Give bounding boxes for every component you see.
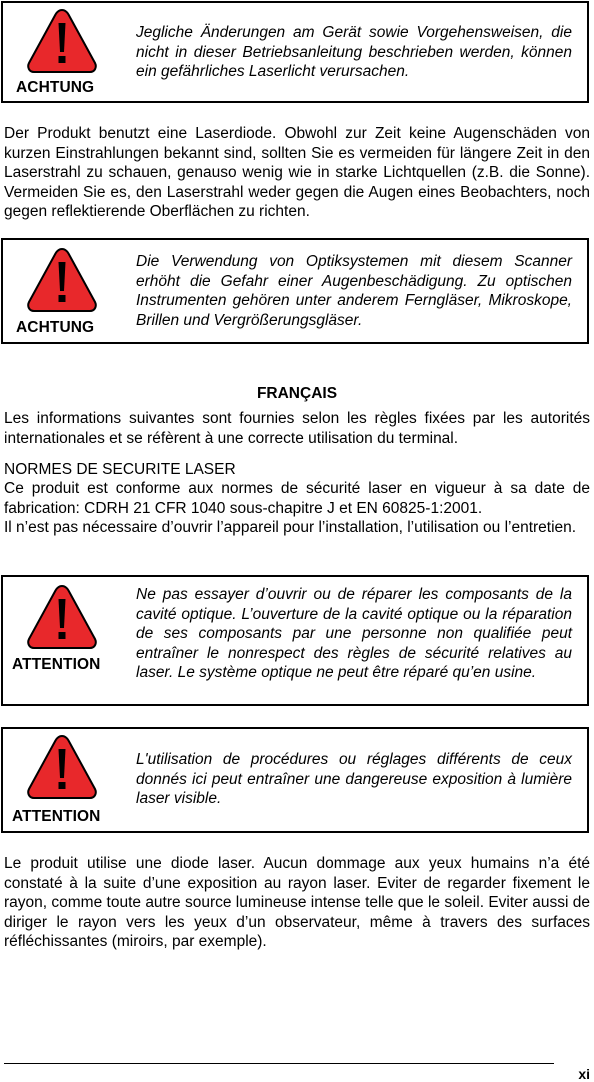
warning-label: ATTENTION	[12, 656, 101, 673]
intro-paragraph-fr: Les informations suivantes sont fournies selon les règles fixées par les autorités internationales et se réfèrent à une correcte utilisation du terminal.	[4, 410, 590, 447]
warning-icon	[25, 7, 99, 75]
no-opening-paragraph: Il n’est pas nécessaire d’ouvrir l’appareil pour l’installation, l’utilisation ou l’entretien.	[4, 519, 577, 536]
laser-diode-paragraph-de: Der Produkt benutzt eine Laserdiode. Obwohl zur Zeit keine Augenschäden von kurzen Einstrahlungen bekannt sind, sollten Sie es vermeiden für längere Zeit in den Laserstrahl zu schauen, genauso wenig wie in starke Lichtquellen (z.B. die Sonne). Vermeiden Sie es, den Laserstrahl weder gegen die Augen eines Beobachters, noch gegen reflektierende Oberflächen zu richten.	[4, 125, 590, 220]
warning-icon	[25, 733, 99, 801]
warning-box-1	[1, 1, 589, 103]
warning-label: ACHTUNG	[16, 319, 95, 336]
footer-rule	[4, 1063, 554, 1064]
warning-box-3	[1, 575, 589, 706]
warning-icon	[25, 583, 99, 651]
warning-text: Ne pas essayer d’ouvrir ou de réparer les composants de la cavité optique. L’ouverture de la cavité optique ou la réparation de ses composants par une personne non qualifiée peut entraîner le nonrespect des règles de sécurité relatives au laser. Le système optique ne peut être réparé qu’en usine.	[136, 586, 572, 681]
warning-text: L'utilisation de procédures ou réglages différents de ceux donnés ici peut entraîner une dangereuse exposition à lumière laser visible.	[136, 751, 572, 807]
warning-text: Jegliche Änderungen am Gerät sowie Vorgehensweisen, die nicht in dieser Betriebsanleitung beschrieben werden, können ein gefährliches Laserlicht verursachen.	[136, 24, 572, 80]
warning-box-2	[1, 238, 589, 344]
section-heading: FRANÇAIS	[256, 385, 338, 402]
warning-box-4	[1, 727, 589, 833]
laser-safety-paragraph: Ce produit est conforme aux normes de sécurité laser en vigueur à sa date de fabrication: CDRH 21 CFR 1040 sous-chapitre J et EN 60825-1:2001.	[4, 480, 590, 517]
warning-icon	[25, 246, 99, 314]
laser-safety-title: NORMES DE SECURITE LASER	[4, 461, 236, 478]
warning-text: Die Verwendung von Optiksystemen mit diesem Scanner erhöht die Gefahr einer Augenbeschädigung. Zu optischen Instrumenten gehören unter anderem Ferngläser, Mikroskope, Brillen und Vergrößerungsgläser.	[136, 253, 572, 329]
warning-label: ATTENTION	[12, 808, 101, 825]
laser-diode-paragraph-fr: Le produit utilise une diode laser. Aucun dommage aux yeux humains n’a été constaté à la suite d’une exposition au rayon laser. Eviter de regarder fixement le rayon, comme toute autre source lumineuse intense telle que le soleil. Eviter aussi de diriger le rayon vers les yeux d’un observateur, même à travers des surfaces réfléchissantes (miroirs, par exemple).	[4, 855, 590, 950]
warning-label: ACHTUNG	[16, 79, 95, 96]
page-number: xi	[578, 1066, 590, 1082]
